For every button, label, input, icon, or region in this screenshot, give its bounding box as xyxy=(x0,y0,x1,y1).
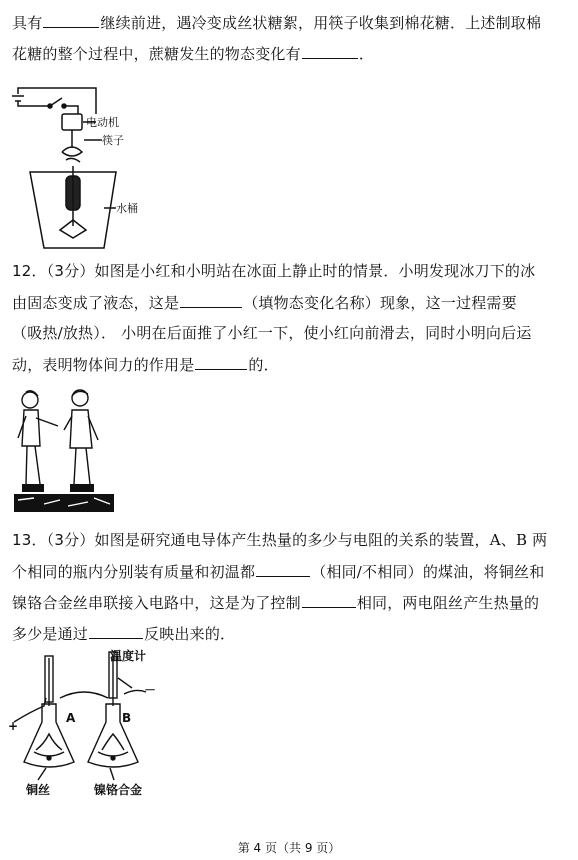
answer-blank xyxy=(302,43,358,59)
text-segment: ． xyxy=(358,45,375,63)
flask-b-label: B xyxy=(122,711,132,725)
answer-blank xyxy=(180,292,242,308)
q13-line-2 xyxy=(12,561,568,582)
heating-apparatus-figure xyxy=(6,648,176,800)
text-segment: 花糖的整个过程中，蔗糖发生的物态变化有 xyxy=(12,45,301,63)
flask-a-label: A xyxy=(66,711,76,725)
text-segment: 镍铬合金丝串联接入电路中，这是为了控制 xyxy=(12,594,301,612)
text-segment: 继续前进，遇冷变成丝状糖絮，用筷子收集到棉花糖．上述制取棉 xyxy=(100,14,542,32)
text-segment: 个相同的瓶内分别装有质量和初温都 xyxy=(12,563,256,581)
text-segment: （吸热/放热）． 小明在后面推了小红一下，使小红向前滑去，同时小明向后运 xyxy=(12,324,532,342)
nichrome-wire-label: 镍铬合金 xyxy=(94,783,143,797)
chopsticks-label: 筷子 xyxy=(102,134,124,147)
skaters-figure xyxy=(14,386,114,518)
q12-line-2 xyxy=(12,292,568,313)
text-segment: 动，表明物体间力的作用是 xyxy=(12,356,195,374)
answer-blank xyxy=(302,592,356,608)
text-segment: 由固态变成了液态，这是 xyxy=(12,294,180,312)
prev-question-line-2 xyxy=(12,43,568,64)
text-segment: 反映出来的． xyxy=(144,625,236,643)
text-segment: 如图是小红和小明站在冰面上静止时的情景．小明发现冰刀下的冰 xyxy=(94,262,536,280)
text-segment: 相同，两电阻丝产生热量的 xyxy=(356,594,540,612)
text-segment: （相同/不相同）的煤油，将铜丝和 xyxy=(311,563,545,581)
text-segment: 如图是研究通电导体产生热量的多少与电阻的关系的装置，A、B 两 xyxy=(94,531,548,549)
q12-line-1 xyxy=(12,261,568,281)
minus-terminal-label: － xyxy=(144,683,157,697)
q13-line-1 xyxy=(12,530,568,550)
answer-blank xyxy=(43,12,99,28)
motor-label: 电动机 xyxy=(86,116,119,129)
q12-line-4 xyxy=(12,354,568,375)
thermometer-label: 温度计 xyxy=(110,649,147,663)
answer-blank xyxy=(89,623,143,639)
question-number: 13．（3分） xyxy=(12,531,95,549)
q13-line-4 xyxy=(12,623,568,644)
copper-wire-label: 铜丝 xyxy=(26,783,51,797)
q13-line-3 xyxy=(12,592,568,613)
answer-blank xyxy=(195,354,247,370)
prev-question-line-1 xyxy=(12,12,568,33)
page-footer: 第 4 页（共 9 页） xyxy=(237,841,341,855)
q12-line-3 xyxy=(12,323,568,343)
text-segment: （填物态变化名称）现象，这一过程需要 xyxy=(243,294,517,312)
text-segment: 的． xyxy=(248,356,279,374)
plus-terminal-label: + xyxy=(8,719,19,733)
answer-blank xyxy=(256,561,310,577)
text-segment: 具有 xyxy=(12,14,43,32)
text-segment: 多少是通过 xyxy=(12,625,89,643)
bucket-label: 水桶 xyxy=(116,202,138,215)
question-number: 12．（3分） xyxy=(12,262,95,280)
cotton-candy-machine-figure xyxy=(8,80,158,250)
